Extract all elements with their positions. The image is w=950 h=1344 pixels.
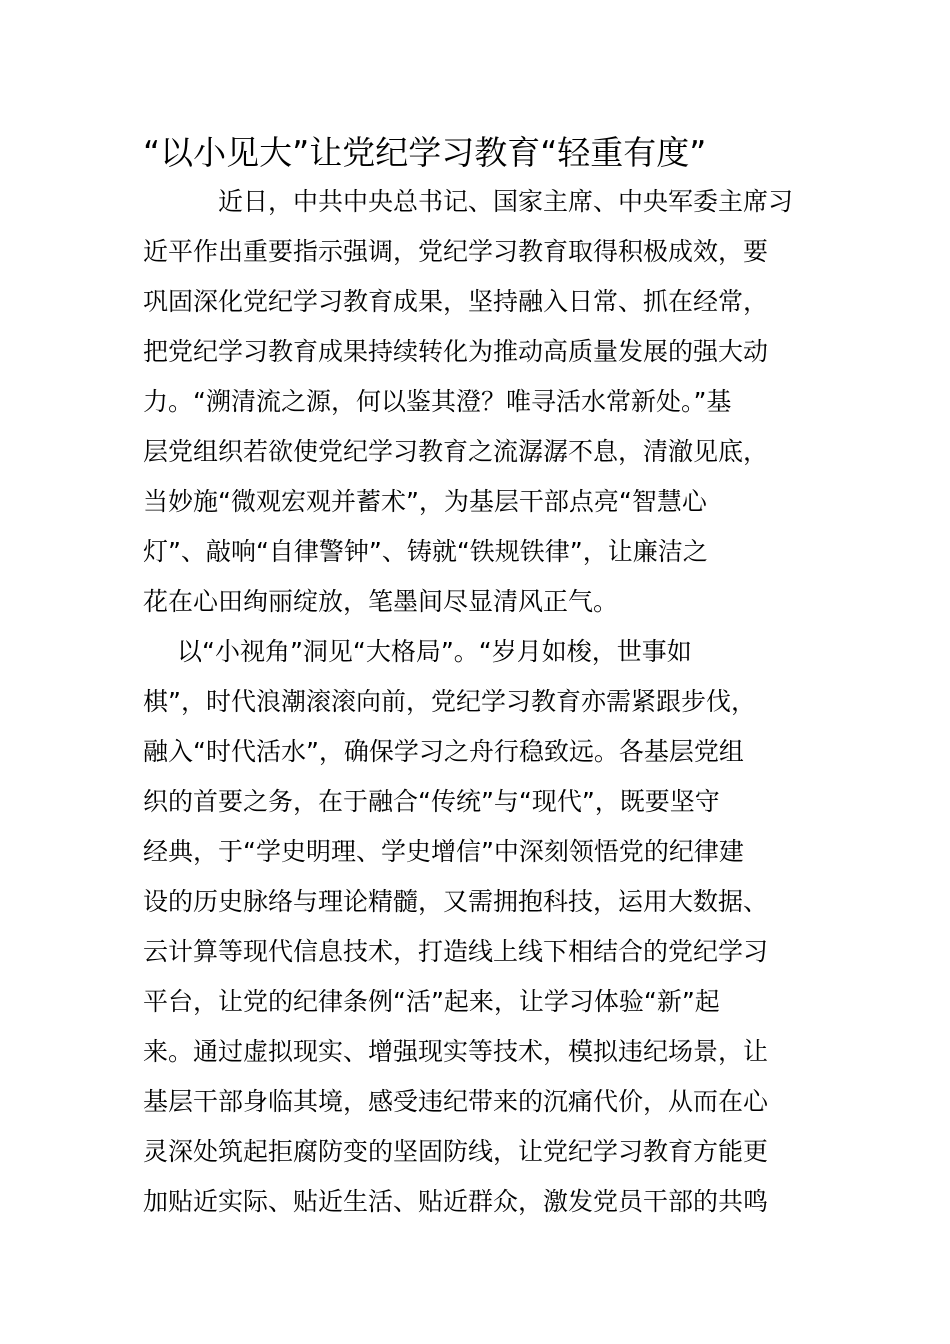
text-line: 近平作出重要指示强调，党纪学习教育取得积极成效，要 [143,237,769,266]
text-line: 设的历史脉络与理论精髓，又需拥抱科技，运用大数据、 [143,887,769,916]
text-line: 经典，于“学史明理、学史增信”中深刻领悟党的纪律建 [143,837,744,866]
text-line: 融入“时代活水”，确保学习之舟行稳致远。各基层党组 [143,737,744,766]
text-line: 当妙施“微观宏观并蓄术”，为基层干部点亮“智慧心 [143,487,707,516]
text-line: 云计算等现代信息技术，打造线上线下相结合的党纪学习 [143,937,769,966]
text-line: 灯”、敲响“自律警钟”、铸就“铁规铁律”，让廉洁之 [143,537,708,566]
text-line: 花在心田绚丽绽放，笔墨间尽显清风正气。 [143,587,619,616]
text-line: 巩固深化党纪学习教育成果，坚持融入日常、抓在经常， [143,287,769,316]
text-line: 力。“溯清流之源，何以鉴其澄？唯寻活水常新处。”基 [143,387,732,416]
text-line: 以“小视角”洞见“大格局”。“岁月如梭，世事如 [177,637,692,666]
text-line: 来。通过虚拟现实、增强现实等技术，模拟违纪场景，让 [143,1037,769,1066]
text-line: 层党组织若欲使党纪学习教育之流潺潺不息，清澈见底， [143,437,769,466]
text-line: 基层干部身临其境，感受违纪带来的沉痛代价，从而在心 [143,1087,769,1116]
text-line: 棋”，时代浪潮滚滚向前，党纪学习教育亦需紧跟步伐， [143,687,756,716]
text-line: 加贴近实际、贴近生活、贴近群众，激发党员干部的共鸣 [143,1187,769,1216]
text-line: 把党纪学习教育成果持续转化为推动高质量发展的强大动 [143,337,769,366]
document-title: “以小见大”让党纪学习教育“轻重有度” [143,133,707,172]
text-line: 近日，中共中央总书记、国家主席、中央军委主席习 [218,187,794,216]
text-line: 织的首要之务，在于融合“传统”与“现代”，既要坚守 [143,787,720,816]
text-line: 灵深处筑起拒腐防变的坚固防线，让党纪学习教育方能更 [143,1137,769,1166]
text-line: 平台，让党的纪律条例“活”起来，让学习体验“新”起 [143,987,720,1016]
